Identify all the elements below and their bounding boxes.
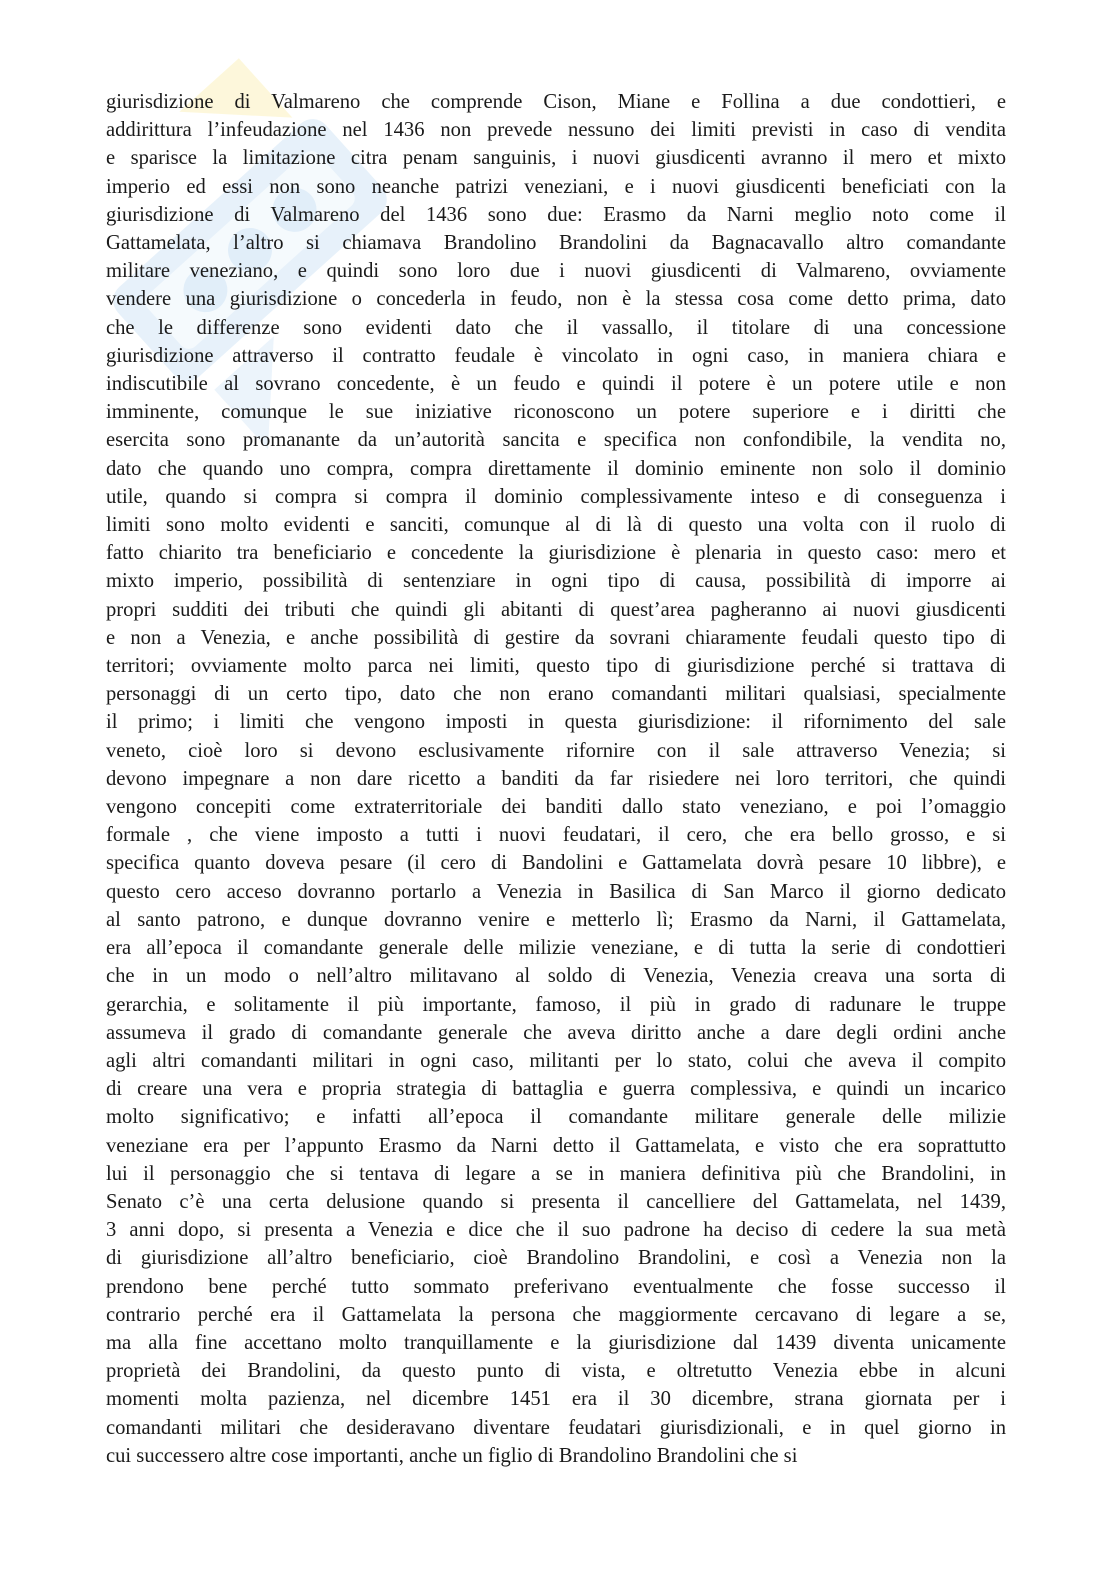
text-line: dato che quando uno compra, compra direttamente il dominio eminente non solo il dominio	[106, 457, 1006, 480]
body-text	[106, 88, 1006, 1470]
text-line: il primo; i limiti che vengono imposti in questa giurisdizione: il rifornimento del sale	[106, 711, 1006, 734]
text-line: utile, quando si compra si compra il dominio complessivamente inteso e di conseguenza i	[106, 485, 1006, 508]
text-line: prendono bene perché tutto sommato preferivano eventualmente che fosse successo il	[106, 1275, 1006, 1298]
text-line: addirittura l’infeudazione nel 1436 non prevede nessuno dei limiti previsti in caso di vendita	[106, 119, 1006, 142]
text-line: gerarchia, e solitamente il più importante, famoso, il più in grado di radunare le truppe	[106, 993, 1006, 1016]
text-line: questo cero acceso dovranno portarlo a Venezia in Basilica di San Marco il giorno dedicato	[106, 880, 1006, 903]
text-line: fatto chiarito tra beneficiario e concedente la giurisdizione è plenaria in questo caso: mero et	[106, 542, 1006, 565]
text-line: che le differenze sono evidenti dato che il vassallo, il titolare di una concessione	[106, 316, 1006, 339]
text-line: veneto, cioè loro si devono esclusivamente rifornire con il sale attraverso Venezia; si	[106, 739, 1006, 762]
text-line: lui il personaggio che si tentava di legare a se in maniera definitiva più che Brandolini, in	[106, 1162, 1006, 1185]
text-line: 3 anni dopo, si presenta a Venezia e dice che il suo padrone ha deciso di cedere la sua metà	[106, 1219, 1006, 1242]
text-line: formale , che viene imposto a tutti i nuovi feudatari, il cero, che era bello grosso, e si	[106, 824, 1006, 847]
text-line: vendere una giurisdizione o concederla in feudo, non è la stessa cosa come detto prima, dato	[106, 288, 1006, 311]
text-line: assumeva il grado di comandante generale che aveva diritto anche a dare degli ordini anche	[106, 1021, 1006, 1044]
text-line: vengono concepiti come extraterritoriale dei banditi dallo stato veneziano, e poi l’omaggio	[106, 796, 1006, 819]
text-line: di creare una vera e propria strategia di battaglia e guerra complessiva, e quindi un incarico	[106, 1078, 1006, 1101]
text-line: al santo patrono, e dunque dovranno venire e metterlo lì; Erasmo da Narni, il Gattamelata,	[106, 908, 1006, 931]
text-line: proprietà dei Brandolini, da questo punto di vista, e oltretutto Venezia ebbe in alcuni	[106, 1360, 1006, 1383]
text-line: Gattamelata, l’altro si chiamava Brandolino Brandolini da Bagnacavallo altro comandante	[106, 232, 1006, 255]
text-line: molto significativo; e infatti all’epoca il comandante militare generale delle milizie	[106, 1106, 1006, 1129]
text-line: cui successero altre cose importanti, anche un figlio di Brandolino Brandolini che si	[106, 1444, 798, 1467]
text-line: giurisdizione di Valmareno del 1436 sono due: Erasmo da Narni meglio noto come il	[106, 203, 1006, 226]
text-line: di giurisdizione all’altro beneficiario, cioè Brandolino Brandolini, e così a Venezia non la	[106, 1247, 1006, 1270]
text-line: limiti sono molto evidenti e sanciti, comunque al di là di questo una volta con il ruolo di	[106, 514, 1006, 537]
text-line: mixto imperio, possibilità di sentenziare in ogni tipo di causa, possibilità di imporre ai	[106, 570, 1006, 593]
text-line: indiscutibile al sovrano concedente, è un feudo e quindi il potere è un potere utile e non	[106, 373, 1006, 396]
text-line: momenti molta pazienza, nel dicembre 1451 era il 30 dicembre, strana giornata per i	[106, 1388, 1006, 1411]
text-line: militare veneziano, e quindi sono loro due i nuovi giusdicenti di Valmareno, ovviamente	[106, 260, 1006, 283]
text-line: imperio ed essi non sono neanche patrizi veneziani, e i nuovi giusdicenti beneficiati con la	[106, 175, 1006, 198]
text-line: propri sudditi dei tributi che quindi gli abitanti di quest’area pagheranno ai nuovi giusdicenti	[106, 598, 1006, 621]
text-line: veneziane era per l’appunto Erasmo da Narni detto il Gattamelata, e visto che era soprattutto	[106, 1134, 1006, 1157]
text-line: contrario perché era il Gattamelata la persona che maggiormente cercavano di legare a se,	[106, 1303, 1006, 1326]
text-line: territori; ovviamente molto parca nei limiti, questo tipo di giurisdizione perché si trattava di	[106, 655, 1006, 678]
text-line: comandanti militari che desideravano diventare feudatari giurisdizionali, e in quel giorno in	[106, 1416, 1006, 1439]
text-line: era all’epoca il comandante generale delle milizie veneziane, e di tutta la serie di condottieri	[106, 937, 1006, 960]
text-line: e non a Venezia, e anche possibilità di gestire da sovrani chiaramente feudali questo tipo di	[106, 626, 1006, 649]
text-line: giurisdizione attraverso il contratto feudale è vincolato in ogni caso, in maniera chiara e	[106, 344, 1006, 367]
text-line: specifica quanto doveva pesare (il cero di Bandolini e Gattamelata dovrà pesare 10 libbre), e	[106, 852, 1006, 875]
text-line: ma alla fine accettano molto tranquillamente e la giurisdizione dal 1439 diventa unicamente	[106, 1331, 1006, 1354]
text-line: e sparisce la limitazione citra penam sanguinis, i nuovi giusdicenti avranno il mero et mixto	[106, 147, 1006, 170]
text-line: imminente, comunque le sue iniziative riconoscono un potere superiore e i diritti che	[106, 401, 1006, 424]
text-line: personaggi di un certo tipo, dato che non erano comandanti militari qualsiasi, specialmente	[106, 683, 1006, 706]
text-line: giurisdizione di Valmareno che comprende Cison, Miane e Follina a due condottieri, e	[106, 91, 1006, 113]
text-line: esercita sono promanante da un’autorità sancita e specifica non confondibile, la vendita no,	[106, 429, 1006, 452]
text-line: devono impegnare a non dare ricetto a banditi da far risiedere nei loro territori, che quindi	[106, 767, 1006, 790]
text-line: agli altri comandanti militari in ogni caso, militanti per lo stato, colui che aveva il compito	[106, 1049, 1006, 1072]
text-line: Senato c’è una certa delusione quando si presenta il cancelliere del Gattamelata, nel 1439,	[106, 1190, 1006, 1213]
text-line: che in un modo o nell’altro militavano al soldo di Venezia, Venezia creava una sorta di	[106, 965, 1006, 988]
